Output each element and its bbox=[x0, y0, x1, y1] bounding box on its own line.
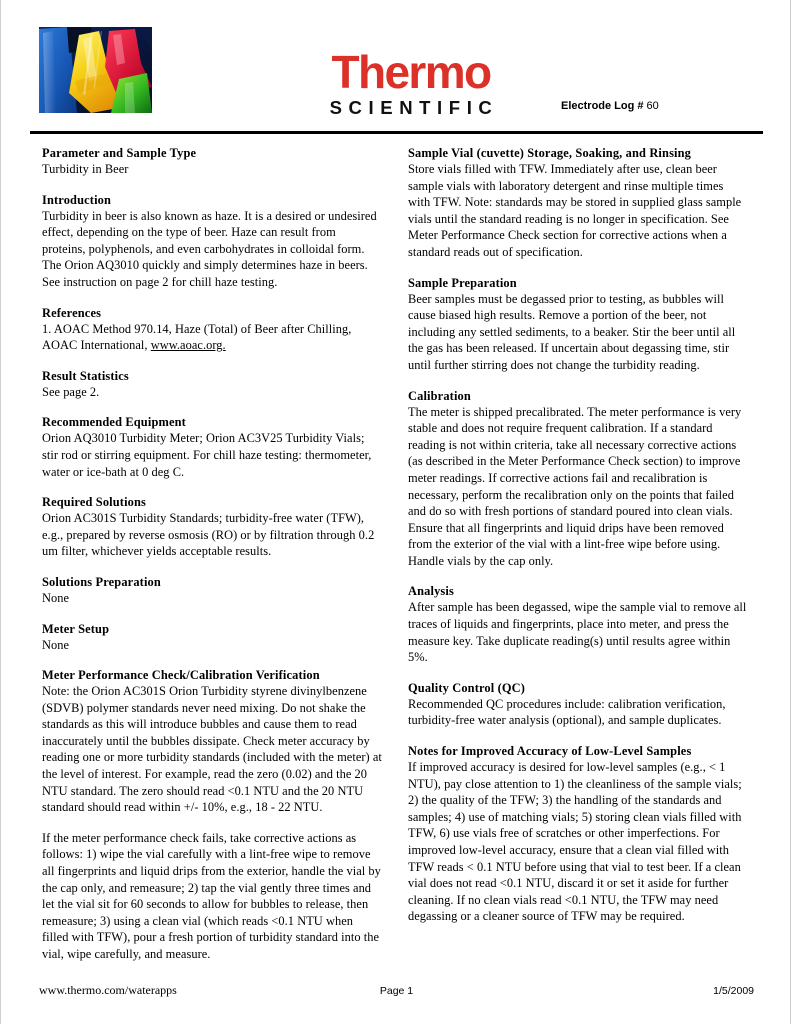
header-divider bbox=[30, 131, 763, 134]
section-heading: Sample Preparation bbox=[408, 275, 517, 290]
section-paragraph: Turbidity in beer is also known as haze. It is a desired or undesired effect, depending on the type of beer. Haze can result from proteins, polyphenols, and even carbohydrates in colloidal form. The Orion AQ3010 quickly and simply determines haze in beers. See instruction on page 2 for chill haze testing. bbox=[42, 208, 377, 289]
brand-thermo-wordmark: Thermo bbox=[331, 46, 491, 98]
section-paragraph: Orion AC301S Turbidity Standards; turbidity-free water (TFW), e.g., prepared by reverse osmosis (RO) or by filtration through 0.2 um filter, whichever yields acceptable results. bbox=[42, 511, 375, 559]
section-sample-vial-cuvette-storage-soaking-and-rinsing bbox=[408, 146, 748, 261]
section-heading: Meter Setup bbox=[42, 621, 110, 636]
section-paragraph bbox=[42, 321, 382, 354]
right-column bbox=[408, 146, 748, 940]
section-heading: Recommended Equipment bbox=[42, 415, 186, 430]
section-meter-setup bbox=[42, 622, 382, 654]
electrode-log-value: 60 bbox=[646, 100, 659, 112]
section-paragraph: Recommended QC procedures include: calibration verification, turbidity-free water analysis (optional), and sample duplicates. bbox=[408, 696, 726, 728]
section-paragraph: If improved accuracy is desired for low-level samples (e.g., < 1 NTU), pay close attention to 1) the cleanliness of the sample vials; 2) the quality of the TFW; 3) the handling of the standards and samples; 4) use of matching vials; 5) storing clean vials filled with TFW, 6) use vials free of scratches or other imperfections. For improved low-level accuracy, ensure that a clean vial filled with TFW reads < 0.1 NTU before using that vial to test beer. If a clean vial does not read <0.1 NTU, discard it or set it aside for further cleaning. If no clean vials read <0.1 NTU, the TFW may need degassing or a cleaner source of TFW may be required. bbox=[408, 760, 742, 924]
section-heading: Calibration bbox=[408, 388, 471, 403]
section-heading: References bbox=[42, 305, 102, 320]
section-meter-performance-check-calibration-verification bbox=[42, 668, 382, 963]
section-notes-for-improved-accuracy-of-low-level-samples bbox=[408, 744, 748, 925]
section-required-solutions bbox=[42, 495, 382, 560]
page-header bbox=[1, 0, 790, 118]
section-paragraph: None bbox=[42, 637, 70, 652]
section-heading: Notes for Improved Accuracy of Low-Level Samples bbox=[408, 744, 692, 759]
footer-date: 1/5/2009 bbox=[713, 985, 754, 997]
section-heading: Quality Control (QC) bbox=[408, 680, 526, 695]
thermo-scientific-logo bbox=[291, 46, 531, 119]
section-references bbox=[42, 306, 382, 354]
section-quality-control-qc bbox=[408, 681, 748, 729]
section-paragraph: After sample has been degassed, wipe the sample vial to remove all traces of liquids and fingerprints, place into meter, and press the measure key. Take duplicate reading(s) until results agree within 5%. bbox=[408, 600, 747, 665]
section-parameter-and-sample-type bbox=[42, 146, 382, 178]
section-heading: Solutions Preparation bbox=[42, 574, 161, 589]
section-heading: Sample Vial (cuvette) Storage, Soaking, and Rinsing bbox=[408, 146, 692, 160]
section-solutions-preparation bbox=[42, 575, 382, 607]
section-paragraph: None bbox=[42, 590, 70, 605]
section-heading: Result Statistics bbox=[42, 368, 129, 383]
document-body bbox=[1, 146, 791, 976]
section-paragraph: Note: the Orion AC301S Orion Turbidity styrene divinylbenzene (SDVB) polymer standards never need mixing. Do not shake the standards as this will introduce bubbles and cause them to read inaccurately until the bubbles dissipate. Check meter accuracy by reading one or more turbidity standards (included with the meter) at the level of interest. For example, read the zero (0.02) and the 20 NTU standard. The zero should read <0.1 NTU and the 20 NTU standard should read within +/- 10%, e.g., 18 - 22 NTU. bbox=[42, 684, 382, 815]
left-column bbox=[42, 146, 382, 978]
section-introduction bbox=[42, 193, 382, 291]
reference-link[interactable]: www.aoac.org. bbox=[150, 338, 226, 353]
section-paragraph: Orion AQ3010 Turbidity Meter; Orion AC3V25 Turbidity Vials; stir rod or stirring equipment. For chill haze testing: thermometer, water or ice-bath at 0 deg C. bbox=[42, 431, 372, 479]
paragraph-text: 1. AOAC Method 970.14, Haze (Total) of Beer after Chilling, AOAC International, bbox=[42, 321, 352, 353]
section-sample-preparation bbox=[408, 276, 748, 374]
brand-scientific-wordmark: SCIENTIFIC bbox=[329, 97, 499, 118]
footer-page-number: Page 1 bbox=[379, 985, 414, 997]
section-heading: Meter Performance Check/Calibration Verification bbox=[42, 668, 320, 683]
section-calibration bbox=[408, 389, 748, 570]
section-paragraph: Turbidity in Beer bbox=[42, 162, 129, 176]
section-paragraph: If the meter performance check fails, take corrective actions as follows: 1) wipe the vial carefully with a lint-free wipe to remove all fingerprints and liquid drips from the exterior, handle the vial by the cap only, and remeasure; 2) tap the vial gently three times and let the vial sit for 60 seconds to allow for bubbles to release, then remeasure; 3) using a clean vial (which reads <0.1 NTU when filled with TFW), pour a fresh portion of turbidity standard into the vial, wipe carefully, and measure. bbox=[42, 830, 381, 961]
laboratory-glassware-photo bbox=[39, 27, 152, 113]
section-recommended-equipment bbox=[42, 415, 382, 480]
page-footer bbox=[1, 978, 791, 1024]
section-paragraph: Store vials filled with TFW. Immediately after use, clean beer sample vials with laboratory detergent and rinse multiple times with TFW. Note: standards may be stored in supplied glass sample vials until the standard reading is no longer in specification. See Meter Performance Check section for corrective actions when a standard reads out of specification. bbox=[408, 162, 742, 259]
section-heading: Introduction bbox=[42, 192, 112, 207]
section-heading: Analysis bbox=[408, 584, 454, 599]
electrode-log-label: Electrode Log # bbox=[561, 100, 644, 112]
section-heading: Required Solutions bbox=[42, 495, 147, 510]
section-paragraph: The meter is shipped precalibrated. The meter performance is very stable and does not require frequent calibration. If a standard reading is not within criteria, take all necessary corrective actions (as described in the Meter Performance Check section) to improve meter readings. If corrective actions fail and recalibration is necessary, perform the recalibration only on the points that failed and do so with fresh portions of standard poured into clean vials. Ensure that all fingerprints and liquid drips have been removed from the exterior of the vial with a lint-free wipe before using. Handle vials by the cap only. bbox=[408, 404, 742, 568]
section-result-statistics bbox=[42, 369, 382, 401]
section-paragraph: Beer samples must be degassed prior to testing, as bubbles will cause biased high results. Remove a portion of the beer, not including any settled sediments, to a beaker. Stir the beer until all the gas has been released. If uncertain about degassing time, stir until further stirring does not change the turbidity reading. bbox=[408, 291, 736, 372]
section-analysis bbox=[408, 584, 748, 665]
footer-website-url[interactable]: www.thermo.com/waterapps bbox=[39, 983, 177, 997]
section-heading: Parameter and Sample Type bbox=[42, 146, 197, 160]
section-paragraph: See page 2. bbox=[42, 384, 100, 399]
electrode-log-field bbox=[561, 100, 659, 112]
